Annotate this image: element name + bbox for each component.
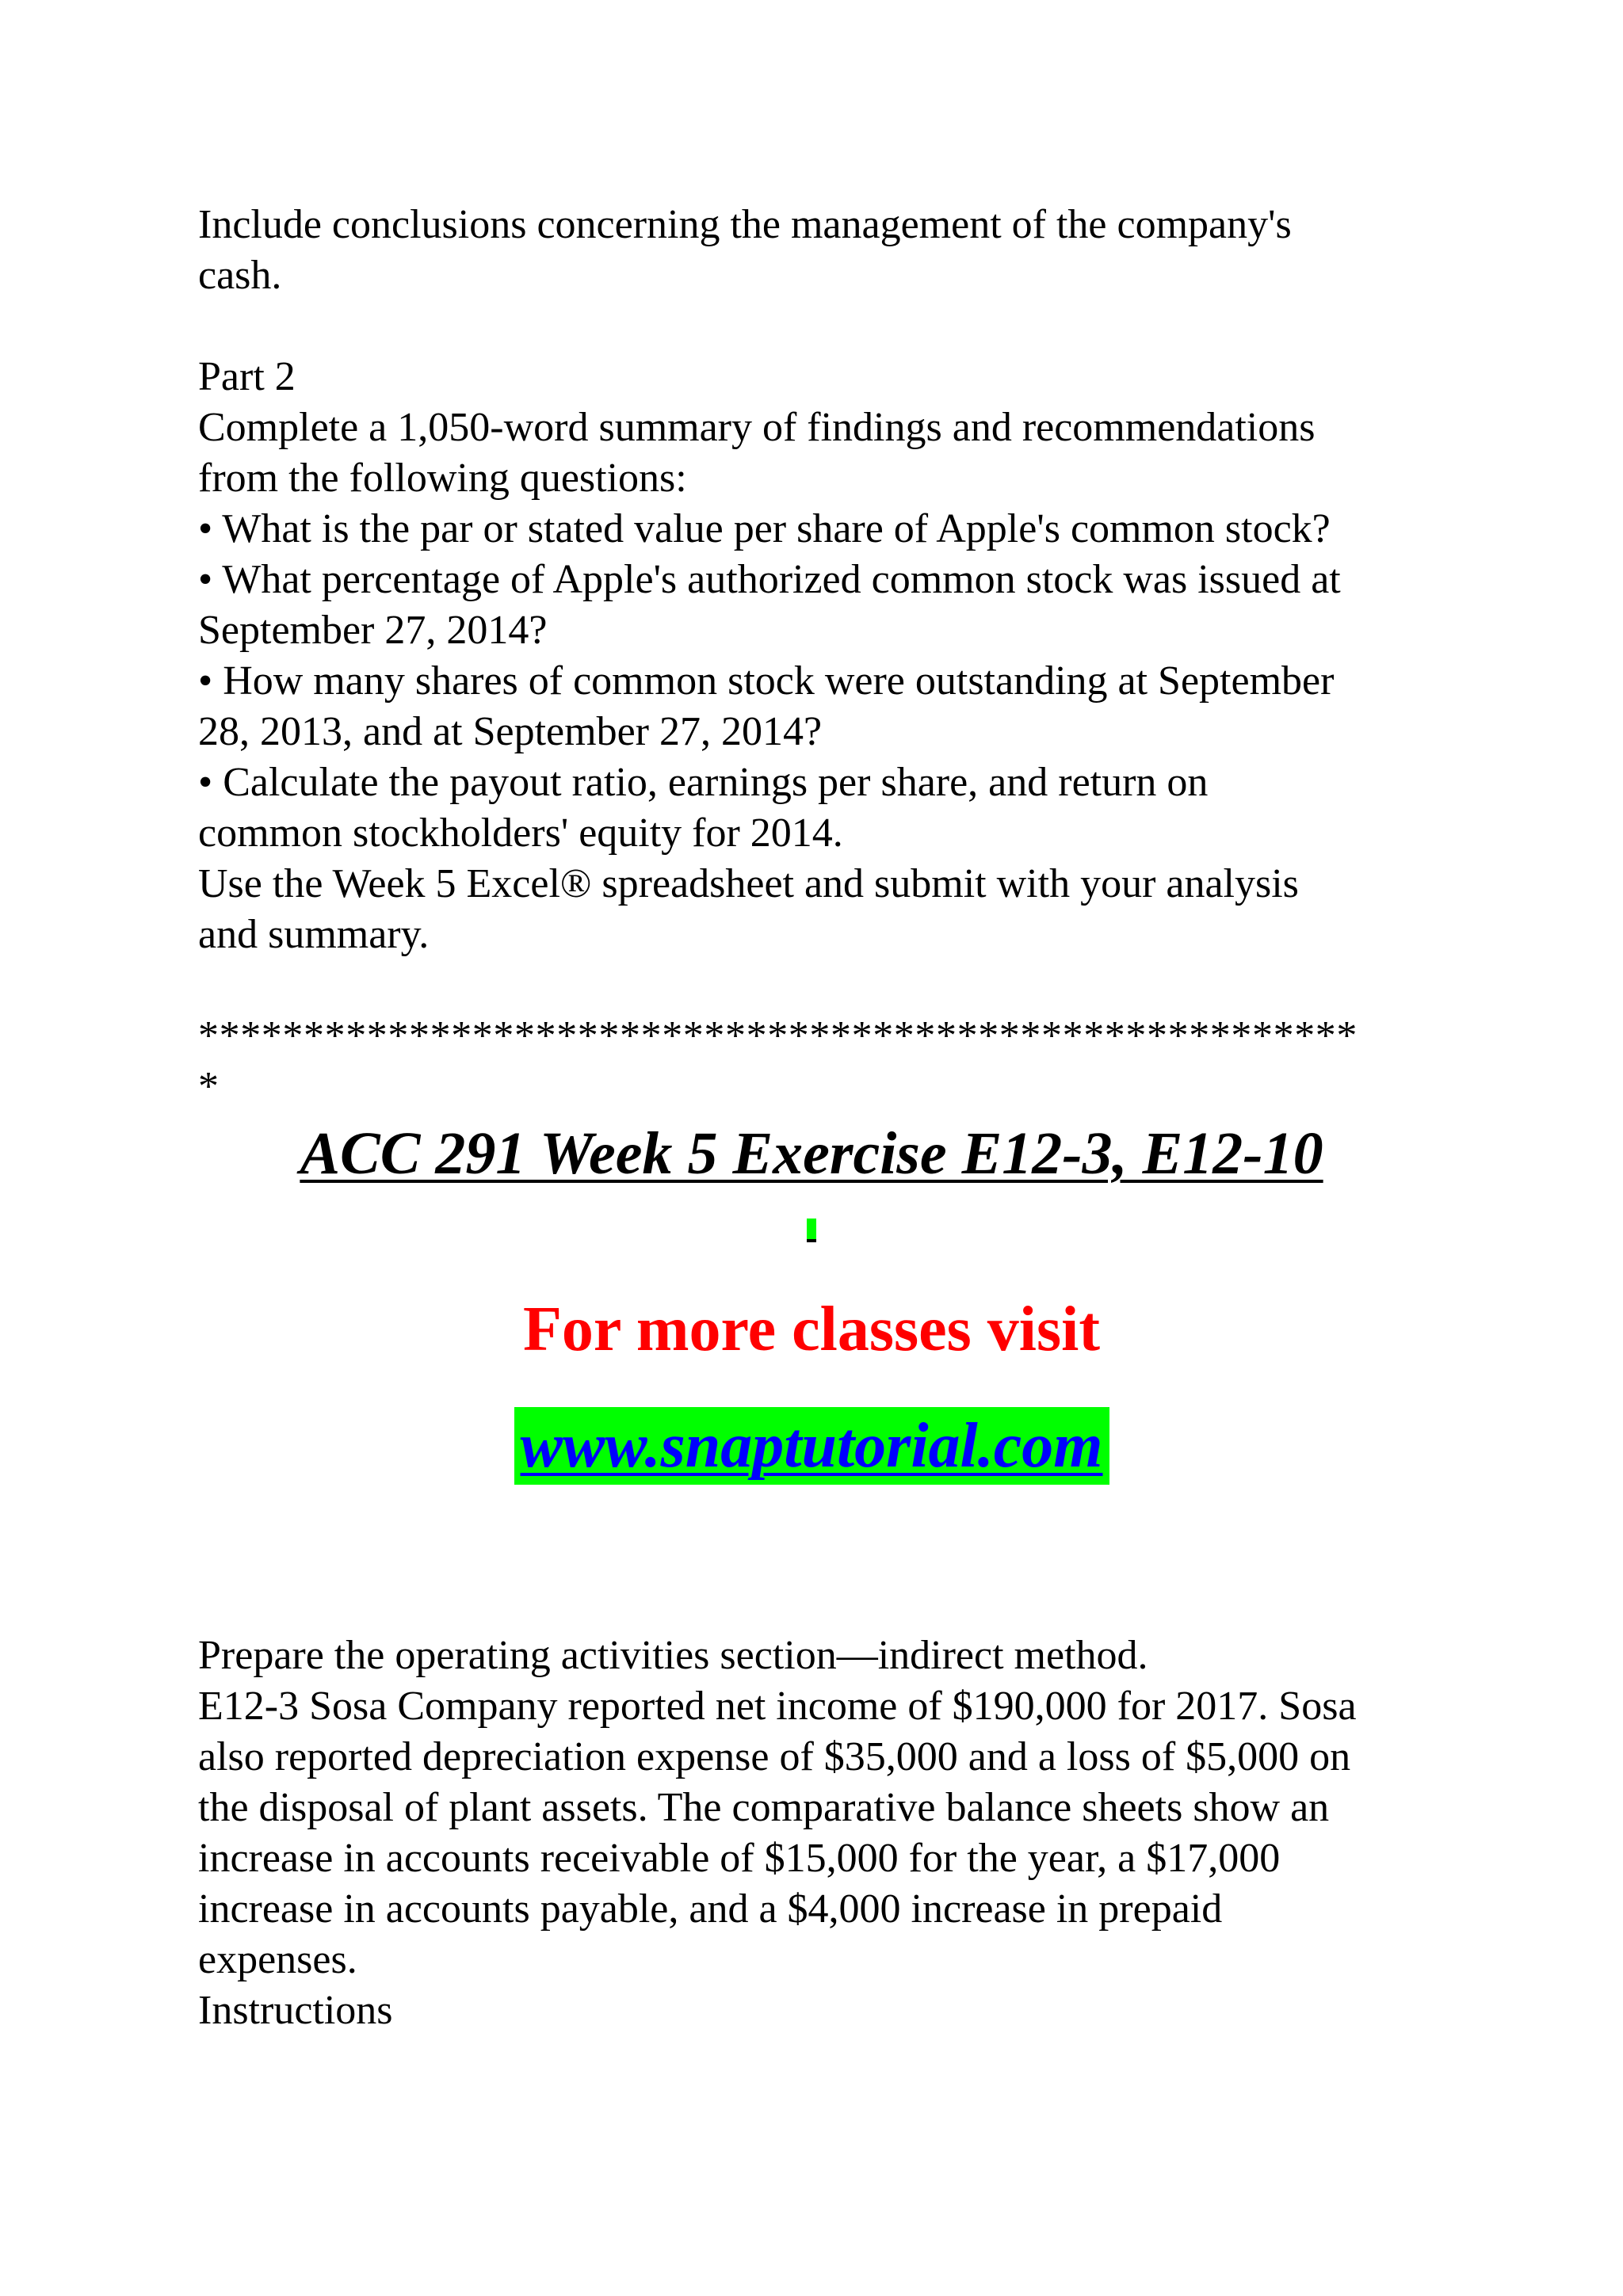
paragraph-line: Prepare the operating activities section—indirect method. (198, 1633, 1148, 1678)
part2-label: Part 2 (198, 354, 296, 399)
paragraph-line: common stockholders' equity for 2014. (198, 810, 843, 856)
paragraph-line: Use the Week 5 Excel® spreadsheet and submit with your analysis (198, 861, 1299, 906)
paragraph-line: increase in accounts payable, and a $4,000 increase in prepaid (198, 1886, 1223, 1932)
separator-tail: * (198, 1064, 219, 1109)
bullet-line: • How many shares of common stock were outstanding at September (198, 658, 1335, 704)
paragraph-line: September 27, 2014? (198, 608, 548, 653)
instructions-label: Instructions (198, 1988, 393, 2033)
paragraph-line: Include conclusions concerning the management of the company's (198, 202, 1292, 247)
bullet-line: • What percentage of Apple's authorized common stock was issued at (198, 557, 1341, 602)
paragraph-line: cash. (198, 253, 282, 298)
paragraph-line: 28, 2013, and at September 27, 2014? (198, 709, 823, 754)
paragraph-line: Complete a 1,050-word summary of findings and recommendations (198, 405, 1316, 450)
paragraph-line: and summary. (198, 912, 430, 957)
exercise-heading: ACC 291 Week 5 Exercise E12-3, E12-10 (300, 1120, 1323, 1187)
paragraph-line: the disposal of plant assets. The comparative balance sheets show an (198, 1785, 1330, 1830)
highlight-marker (807, 1219, 816, 1242)
paragraph-line: expenses. (198, 1937, 357, 1982)
bullet-line: • What is the par or stated value per share of Apple's common stock? (198, 506, 1331, 551)
paragraph-line: E12-3 Sosa Company reported net income of $190,000 for 2017. Sosa (198, 1684, 1357, 1729)
paragraph-line: also reported depreciation expense of $35,000 and a loss of $5,000 on (198, 1734, 1351, 1779)
paragraph-line: increase in accounts receivable of $15,000 for the year, a $17,000 (198, 1836, 1281, 1881)
promo-link-wrap (0, 1407, 1623, 1485)
separator-stars: ******************************************************* (198, 1013, 1358, 1058)
bullet-line: • Calculate the payout ratio, earnings per share, and return on (198, 760, 1209, 805)
promo-text: For more classes visit (522, 1295, 1100, 1364)
paragraph-line: from the following questions: (198, 456, 687, 501)
snaptutorial-link[interactable]: www.snaptutorial.com (514, 1407, 1109, 1485)
